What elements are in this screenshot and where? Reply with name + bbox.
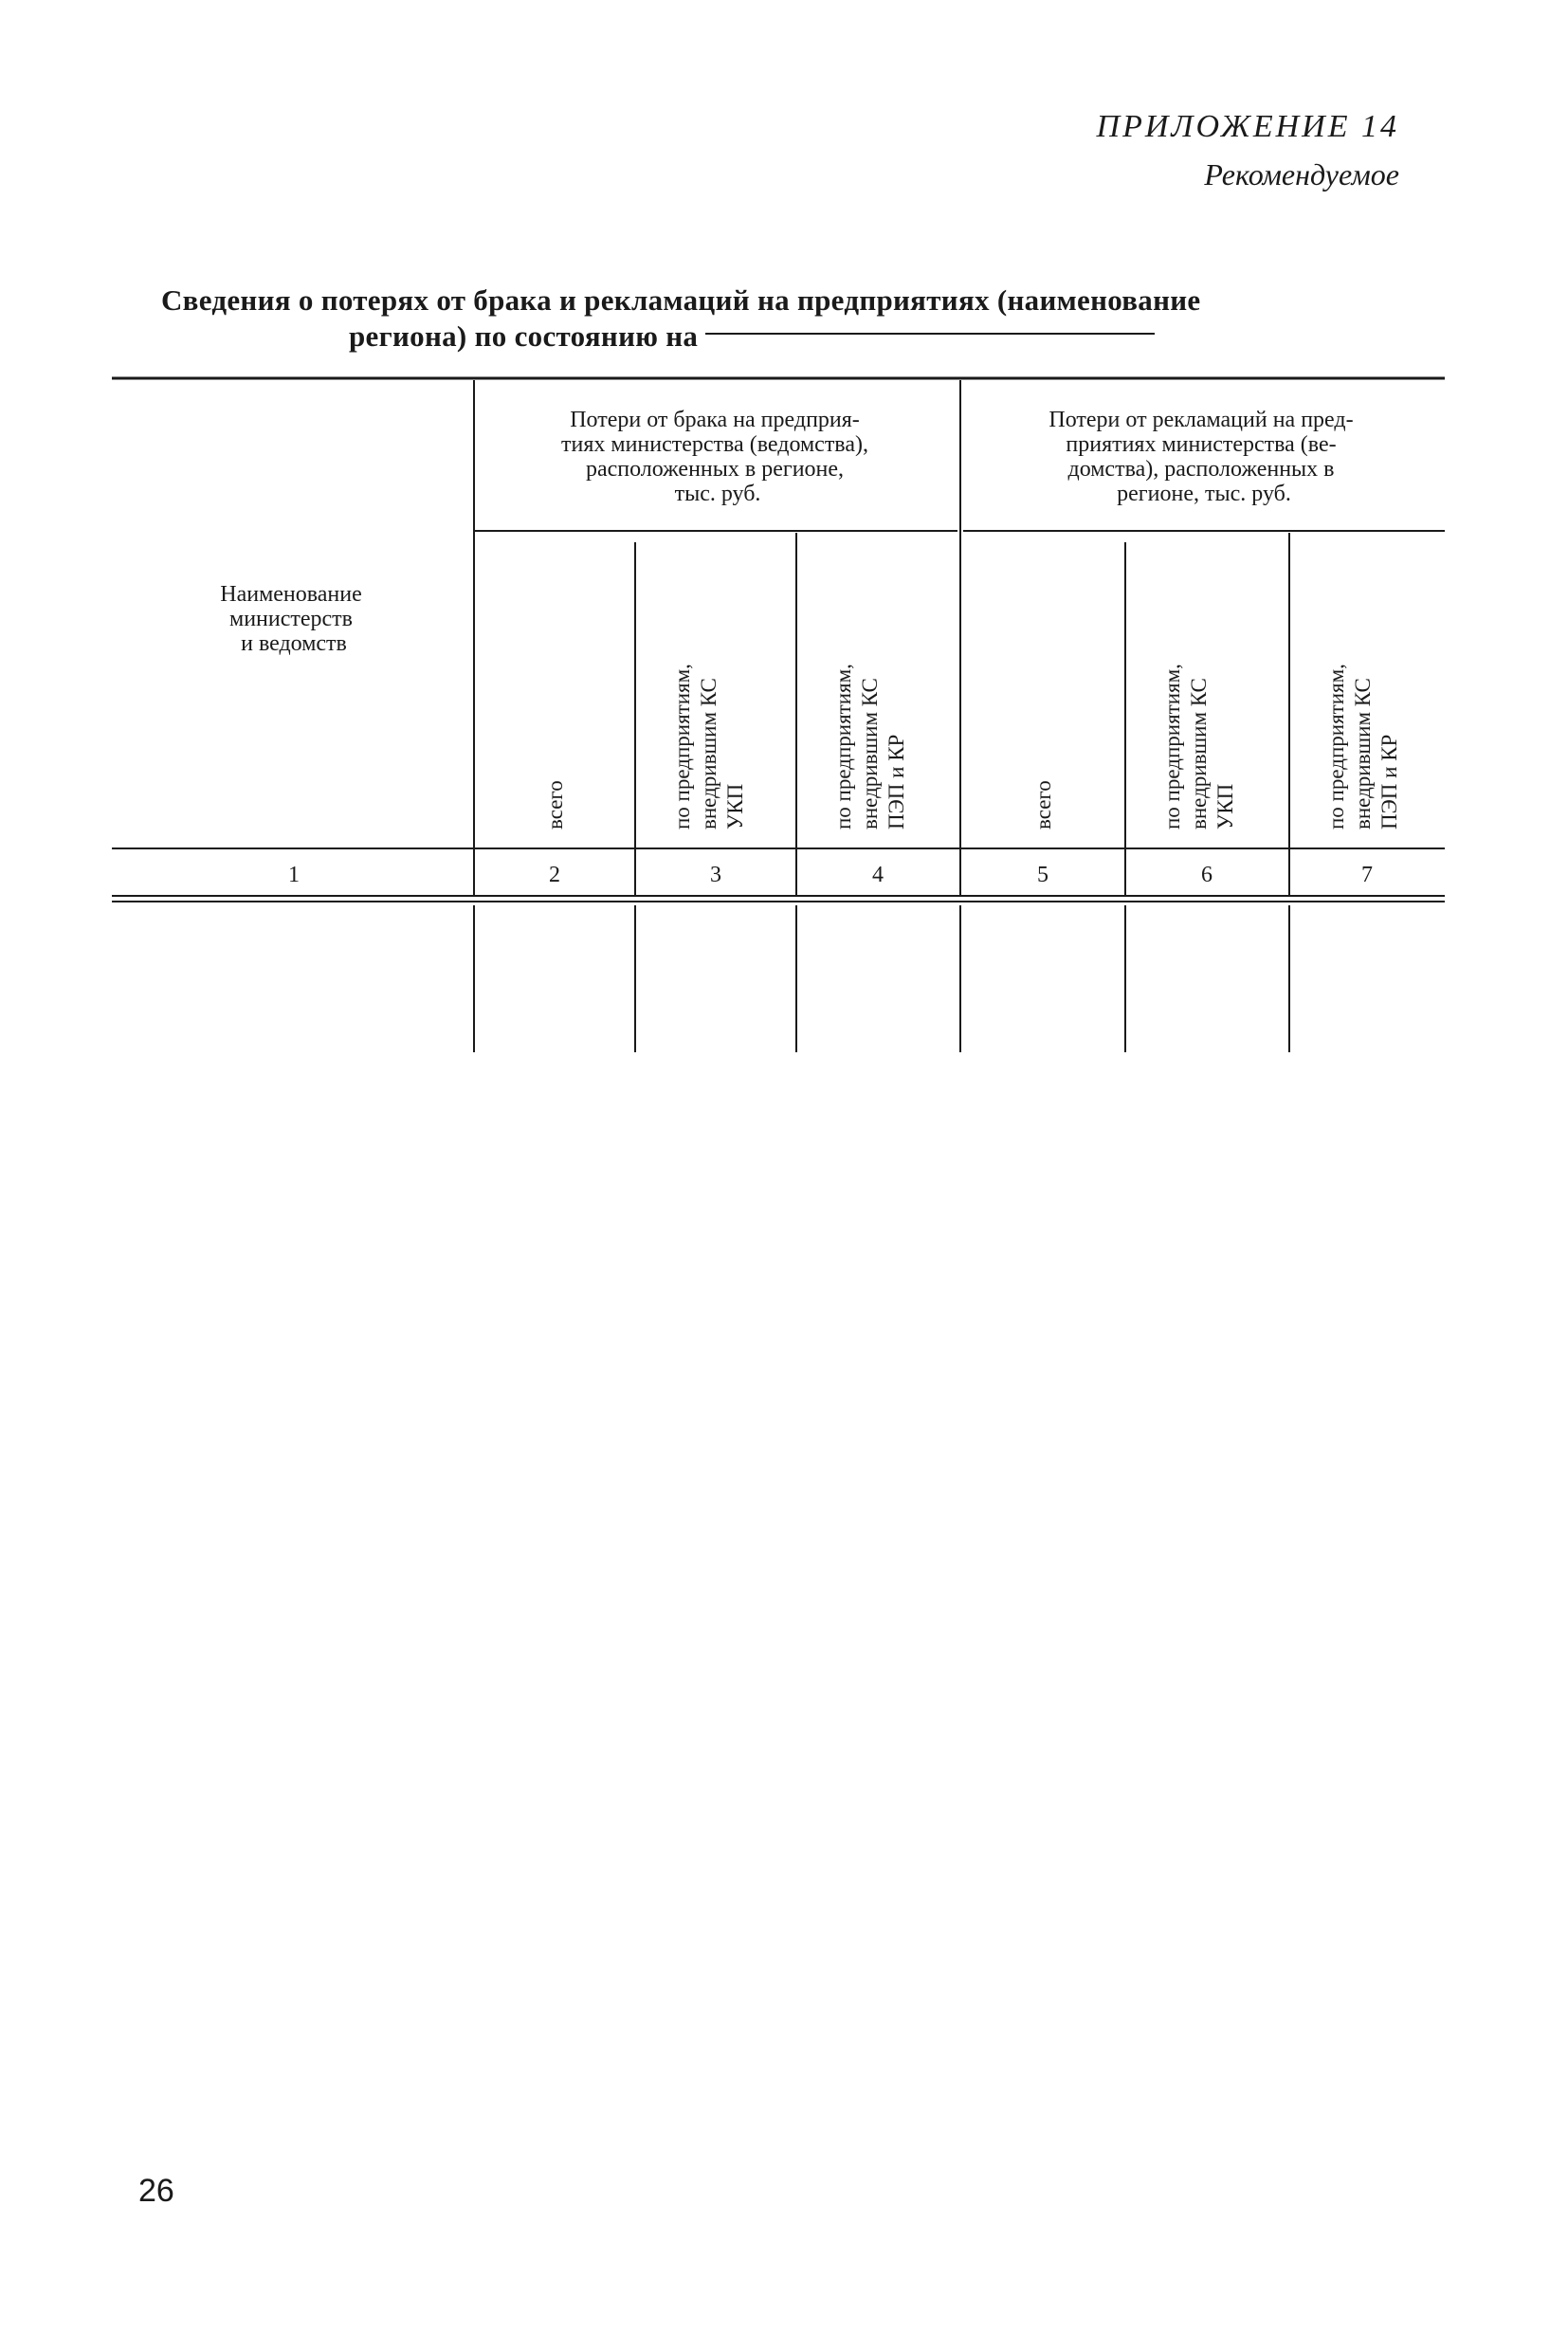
col1-header-line: министерств — [229, 607, 353, 631]
col4-header-line: ПЭП и КР — [884, 734, 908, 829]
group-claims-line: приятиях министерства (ве- — [1066, 432, 1337, 457]
col6-header-line: внедрившим КС — [1187, 678, 1211, 829]
page-number: 26 — [138, 2173, 174, 2209]
col5-header-total: всего — [1031, 780, 1055, 829]
col3-header — [670, 658, 747, 829]
col6-header-line: по предприятиям, — [1160, 664, 1184, 829]
column-number-5: 5 — [1037, 863, 1048, 887]
column-number-6: 6 — [1201, 863, 1212, 887]
column-number-3: 3 — [710, 863, 721, 887]
col4-header — [831, 658, 908, 829]
col6-header — [1160, 658, 1237, 829]
col1-header-line: и ведомств — [241, 631, 347, 656]
group-claims-header — [1048, 408, 1358, 506]
group-claims-line: домства), расположенных в — [1067, 457, 1335, 482]
col7-header — [1324, 658, 1401, 829]
col4-header-line: внедрившим КС — [858, 678, 882, 829]
col7-header-line: по предприятиям, — [1324, 664, 1348, 829]
col2-header-total: всего — [543, 780, 567, 829]
col3-header-line: УКП — [723, 783, 747, 829]
group-defect-line: расположенных в регионе, — [585, 457, 845, 482]
group-defect-header — [561, 408, 874, 506]
appendix-status: Рекомендуемое — [1204, 157, 1399, 191]
column-number-1: 1 — [288, 863, 300, 887]
col7-header-line: ПЭП и КР — [1377, 734, 1401, 829]
group-defect-line: тиях министерства (ведомства), — [561, 432, 868, 457]
title-line-2: региона) по состоянию на — [349, 319, 699, 353]
col3-header-line: внедрившим КС — [697, 678, 720, 829]
col3-header-line: по предприятиям, — [670, 664, 694, 829]
col4-header-line: по предприятиям, — [831, 664, 855, 829]
column-number-4: 4 — [872, 863, 884, 887]
group-defect-line: Потери от брака на предприя- — [570, 408, 860, 432]
col7-header-line: внедрившим КС — [1351, 678, 1375, 829]
col1-header — [220, 582, 368, 656]
title-line-1: Сведения о потерях от брака и рекламаций на предприятиях (наименование — [161, 283, 1201, 317]
col1-header-line: Наименование — [220, 582, 362, 607]
appendix-number: ПРИЛОЖЕНИЕ 14 — [1096, 109, 1399, 144]
column-number-7: 7 — [1361, 863, 1373, 887]
group-claims-line: регионе, тыс. руб. — [1117, 482, 1291, 506]
column-number-2: 2 — [549, 863, 560, 887]
losses-table — [0, 0, 1568, 1138]
group-defect-line: тыс. руб. — [674, 482, 761, 506]
col6-header-line: УКП — [1213, 783, 1237, 829]
group-claims-line: Потери от рекламаций на пред- — [1048, 408, 1354, 432]
